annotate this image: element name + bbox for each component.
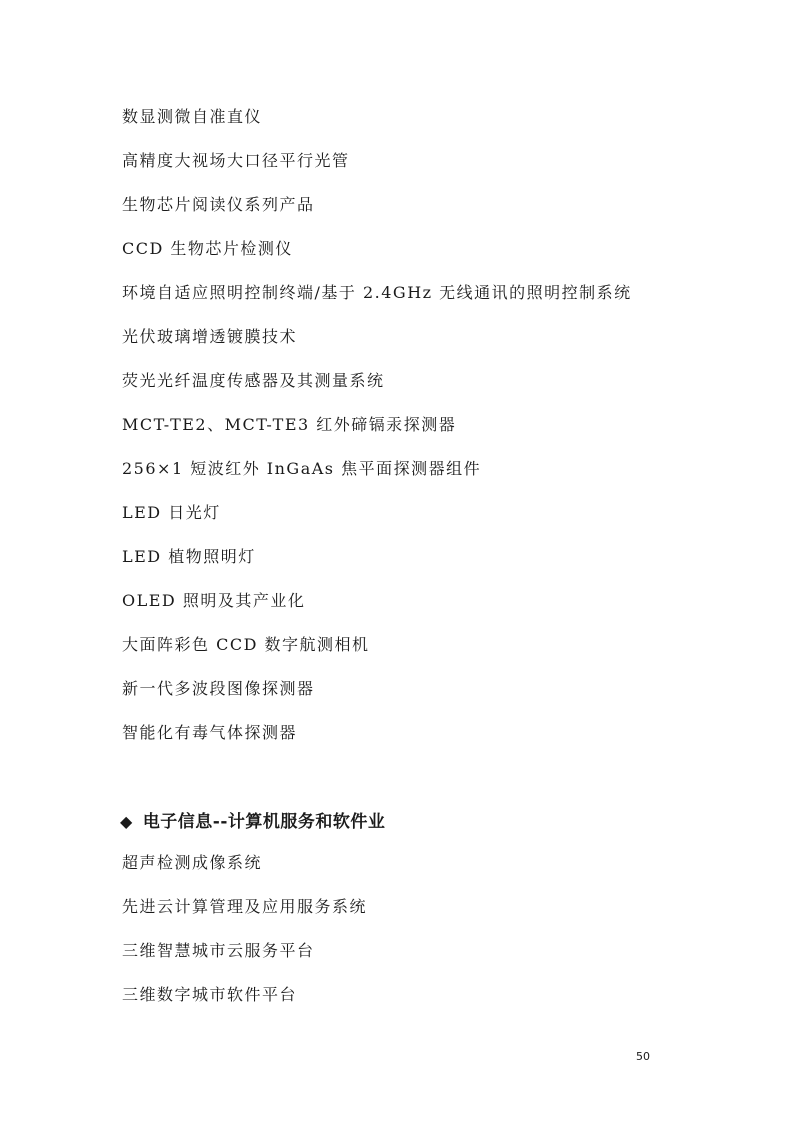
list-item: OLED 照明及其产业化 xyxy=(122,591,306,610)
list-item: 新一代多波段图像探测器 xyxy=(122,679,315,698)
list-item: 256×1 短波红外 InGaAs 焦平面探测器组件 xyxy=(122,459,482,478)
list-item: 生物芯片阅读仪系列产品 xyxy=(122,195,315,214)
list-item: 大面阵彩色 CCD 数字航测相机 xyxy=(122,635,370,654)
section-heading-text: 电子信息--计算机服务和软件业 xyxy=(142,812,386,832)
list-item: MCT-TE2、MCT-TE3 红外碲镉汞探测器 xyxy=(122,415,457,434)
product-list-software xyxy=(122,853,367,1029)
list-item: 环境自适应照明控制终端/基于 2.4GHz 无线通讯的照明控制系统 xyxy=(122,283,632,302)
diamond-bullet-icon: ◆ xyxy=(120,812,133,831)
list-item: 先进云计算管理及应用服务系统 xyxy=(122,897,368,916)
list-item: 数显测微自准直仪 xyxy=(122,107,263,126)
section-heading xyxy=(120,811,385,833)
list-item: LED 日光灯 xyxy=(122,503,221,522)
list-item: 三维数字城市软件平台 xyxy=(122,985,298,1004)
list-item: 超声检测成像系统 xyxy=(122,853,263,872)
list-item: CCD 生物芯片检测仪 xyxy=(122,239,293,258)
list-item: 光伏玻璃增透镀膜技术 xyxy=(122,327,298,346)
list-item: 高精度大视场大口径平行光管 xyxy=(122,151,350,170)
list-item: LED 植物照明灯 xyxy=(122,547,256,566)
page-number: 50 xyxy=(636,1050,650,1063)
list-item: 荧光光纤温度传感器及其测量系统 xyxy=(122,371,385,390)
list-item: 智能化有毒气体探测器 xyxy=(122,723,298,742)
product-list-optoelectronics xyxy=(122,107,632,767)
list-item: 三维智慧城市云服务平台 xyxy=(122,941,315,960)
